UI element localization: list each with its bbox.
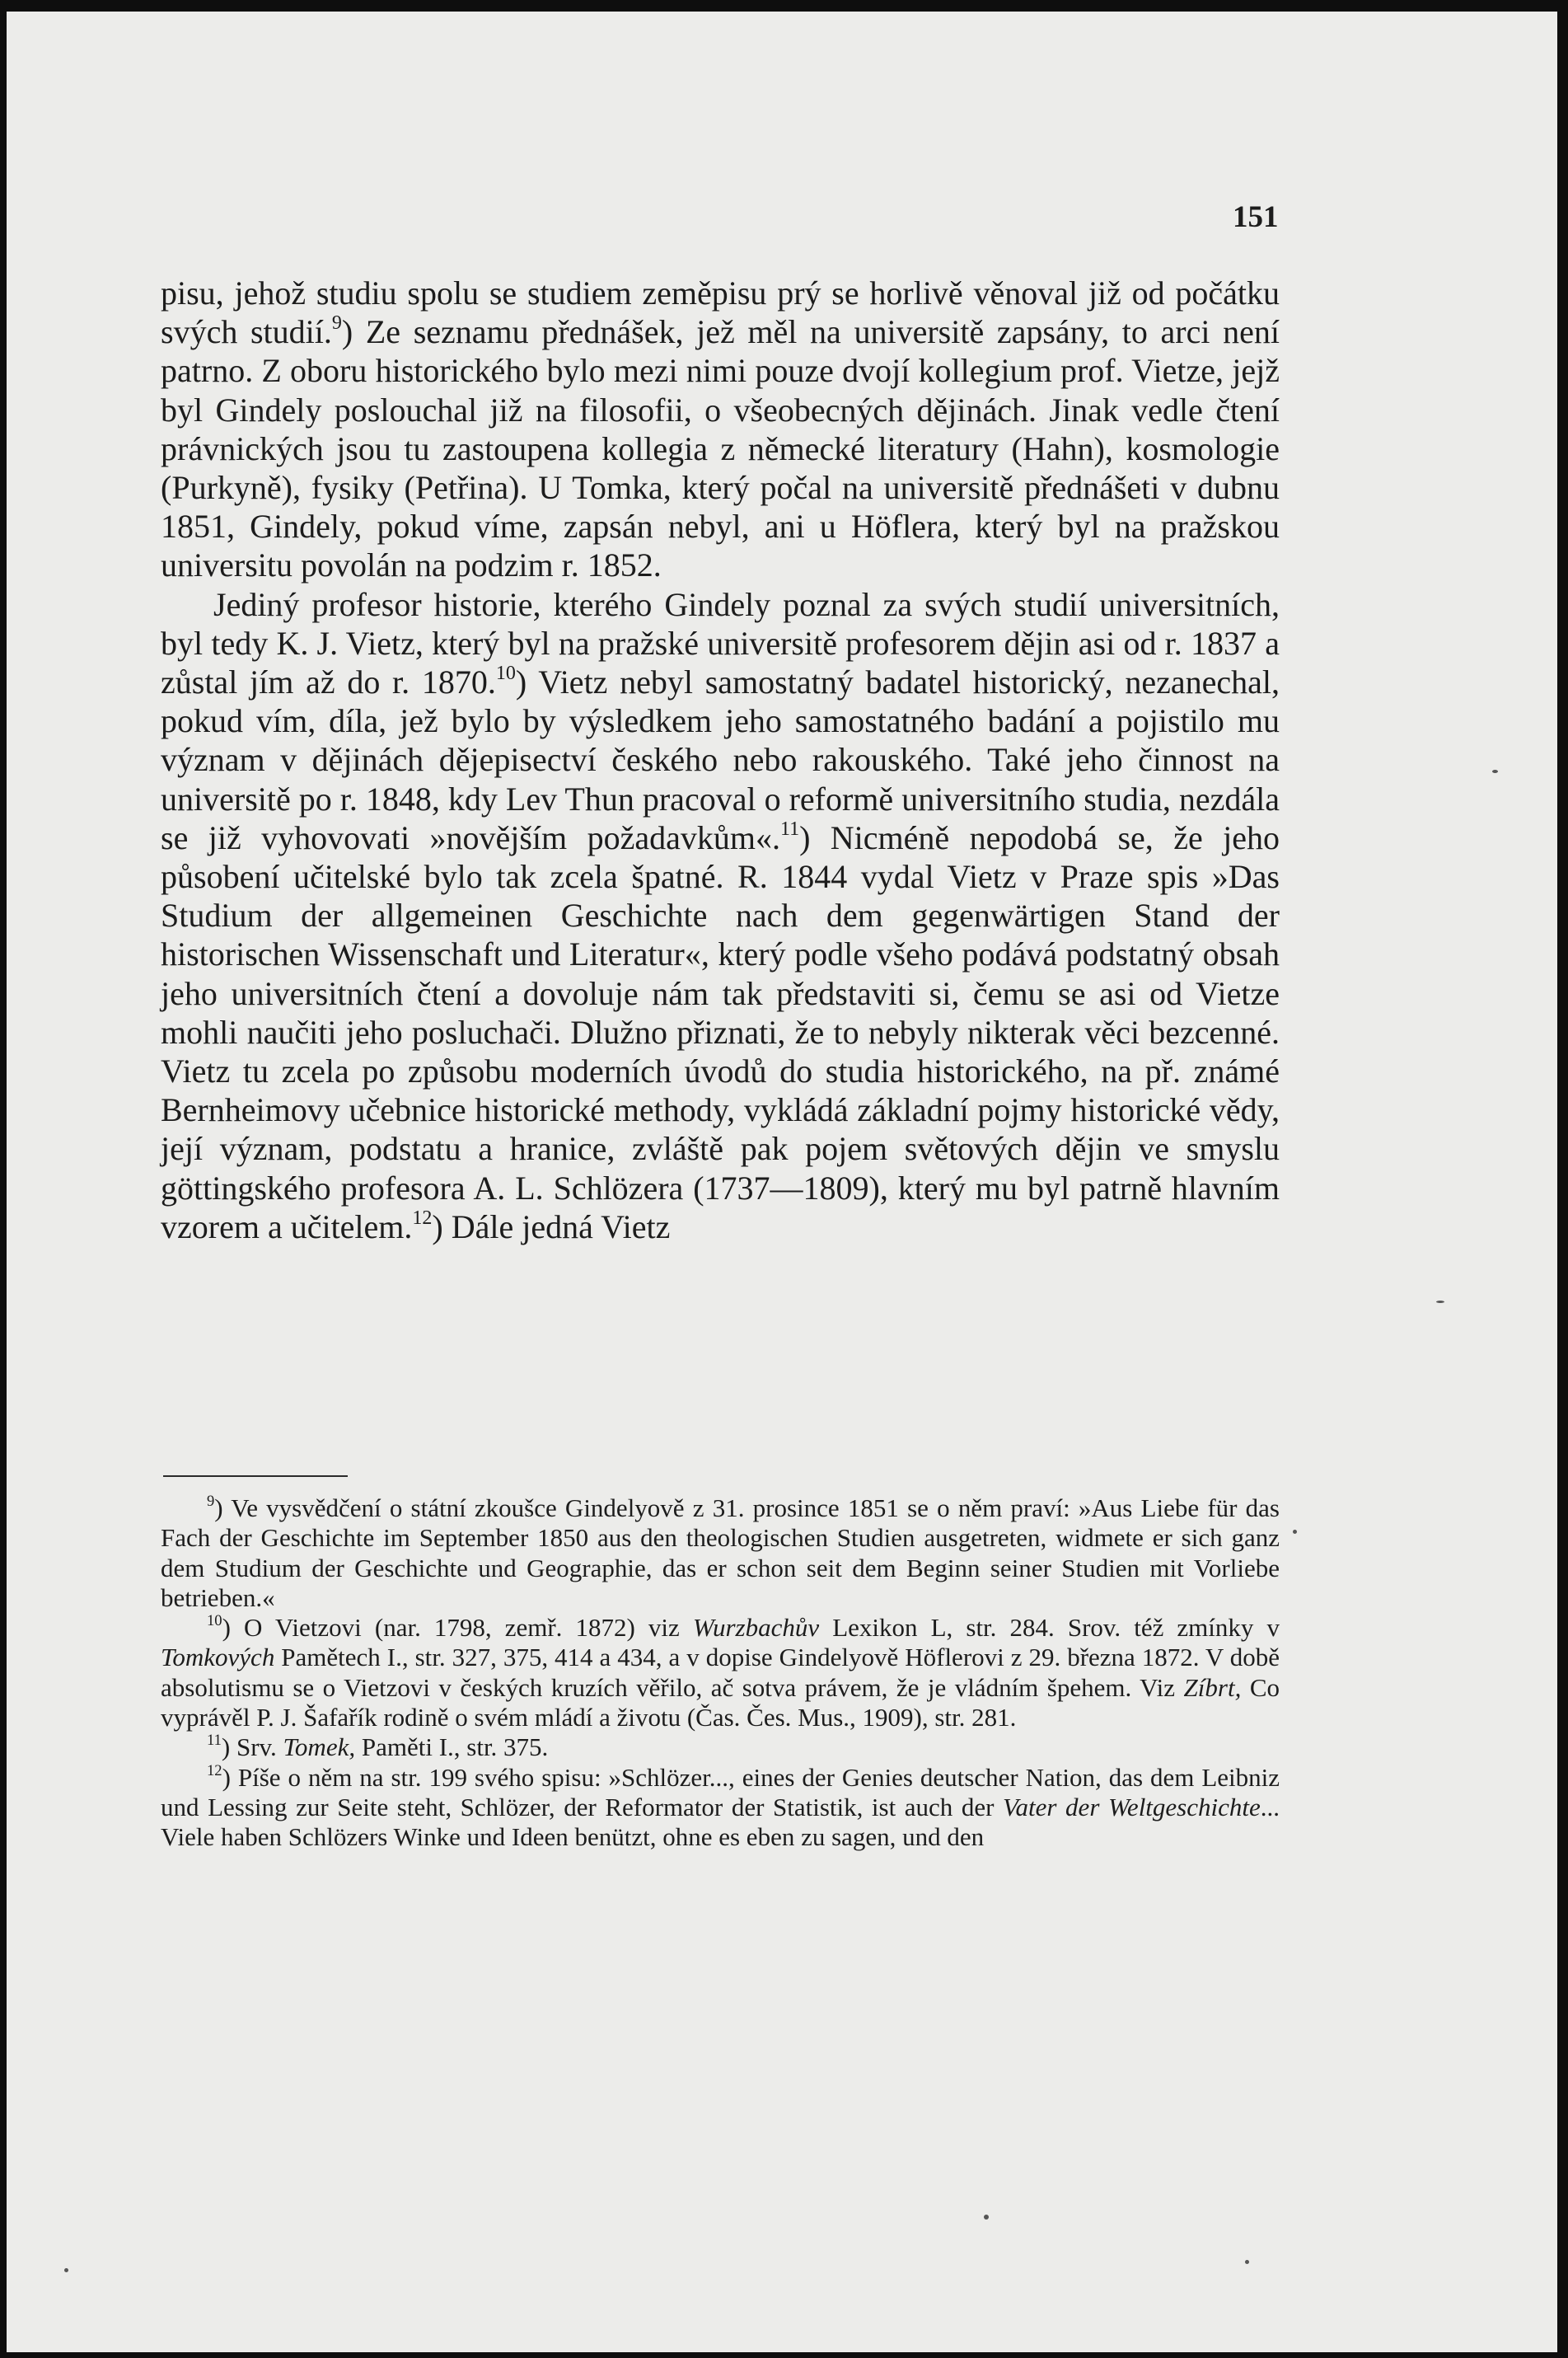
page-number: 151: [1233, 200, 1279, 234]
footnote-mark: 12: [207, 1761, 222, 1779]
footnotes: [161, 1493, 1280, 1853]
paragraph-2: Jediný profesor historie, kterého Gindely poznal za svých studií universitních, byl tedy K. J. Vietz, který byl na pražské universitě profesorem dějin asi od r. 1837 a zůstal jím až do r. 1870.10) Vietz nebyl samostatný badatel historický, nezanechal, pokud vím, díla, jež bylo by výsledkem jeho samostatného badání a pojistilo mu význam v dějinách dějepisectví českého nebo rakouského. Také jeho činnost na universitě po r. 1848, kdy Lev Thun pracoval o reformě universitního studia, nezdála se již vyhovovati »novějším požadavkům«.$^{11}$) Nicméně nepodobá se, že jeho působení učitelské bylo tak zcela špatné. R. 1844 vydal Vietz v Praze spis »Das Studium der allgemeinen Geschichte nach dem gegenwärtigen Stand der historischen Wissenschaft und Literatur«, který podle všeho podává podstatný obsah jeho universitních čtení a dovoluje nám tak představiti si, čemu se asi od Vietze mohli naučiti jeho posluchači. Dlužno přiznati, že to nebyly nikterak věci bezcenné. Vietz tu zcela po způsobu moderních úvodů do studia historického, na př. známé Bernheimovy učebnice historické methody, vykládá základní pojmy historické vědy, její význam, podstatu a hranice, zvláště pak pojem světových dějin ve smyslu göttingského profesora A. L. Schlözera (1737—1809), který mu byl patrně hlavním vzorem a učitelem.$^{12}$) Dále jedná Vietz: [161, 585, 1280, 1245]
footnote-ref-9[interactable]: 9: [331, 312, 342, 335]
footnote-10: $^{10}$) O Vietzovi (nar. 1798, zemř. 1872) viz Wurzbachův Lexikon L, str. 284. Srov. též zmínky v Tomkových Pamětech I., str. 327, 375, 414 a 434, a v dopise Gindelyově Höflerovi z 29. března 1872. V době absolutismu se o Vietzovi v českých kruzích věřilo, ač sotva právem, že je vládním špehem. Viz Zíbrt, Co vyprávěl P. J. Šafařík rodině o svém mládí a životu (Čas. Čes. Mus., 1909), str. 281.: [161, 1612, 1280, 1732]
footnote-ref-10[interactable]: 10: [495, 663, 516, 685]
footnote-mark: 11: [207, 1732, 222, 1750]
scan-speck: [1436, 1301, 1444, 1303]
scan-speck: [64, 2268, 68, 2272]
paragraph-1: pisu, jehož studiu spolu se studiem zeměpisu prý se horlivě věnoval již od počátku svých studií.$^9$) Ze seznamu přednášek, jež měl na universitě zapsány, to arci není patrno. Z oboru historického bylo mezi nimi pouze dvojí kollegium prof. Vietze, jejž byl Gindely poslouchal již na filosofii, o všeobecných dějinách. Jinak vedle čtení právnických jsou tu zastoupena kollegia z německé literatury (Hahn), kosmologie (Purkyně), fysiky (Petřina). U Tomka, který počal na universitě přednášeti v dubnu 1851, Gindely, pokud víme, zapsán nebyl, ani u Höflera, který byl na pražskou universitu povolán na podzim r. 1852.: [161, 274, 1280, 584]
footnote-ref-12[interactable]: 12: [412, 1207, 433, 1230]
footnote-mark: 10: [207, 1612, 222, 1630]
main-text: [161, 274, 1280, 1246]
footnote-ref-11[interactable]: 11: [779, 818, 800, 841]
scan-speck: [1492, 770, 1498, 773]
footnote-12: $^{12}$) Píše o něm na str. 199 svého spisu: »Schlözer..., eines der Genies deutscher Nation, das dem Leibniz und Lessing zur Seite steht, Schlözer, der Reformator der Statistik, ist auch der Vater der Weltgeschichte... Viele haben Schlözers Winke und Ideen benützt, ohne es eben zu sagen, und den: [161, 1761, 1280, 1852]
scan-speck: [1245, 2260, 1249, 2264]
footnote-separator: [163, 1475, 348, 1477]
scan-speck: [1293, 1530, 1297, 1534]
book-page: [7, 12, 1557, 2352]
footnote-mark: 9: [207, 1492, 215, 1510]
scan-speck: [984, 2215, 989, 2220]
footnote-11: $^{11}$) Srv. Tomek, Paměti I., str. 375.: [207, 1732, 549, 1762]
footnote-9: $^9$) Ve vysvědčení o státní zkoušce Gindelyově z 31. prosince 1851 se o něm praví: »Aus Liebe für das Fach der Geschichte im September 1850 aus den theologischen Studien ausgetreten, widmete er sich ganz dem Studium der Geschichte und Geographie, das er schon seit dem Beginn seiner Studien mit Vorliebe betrieben.«: [161, 1492, 1280, 1612]
